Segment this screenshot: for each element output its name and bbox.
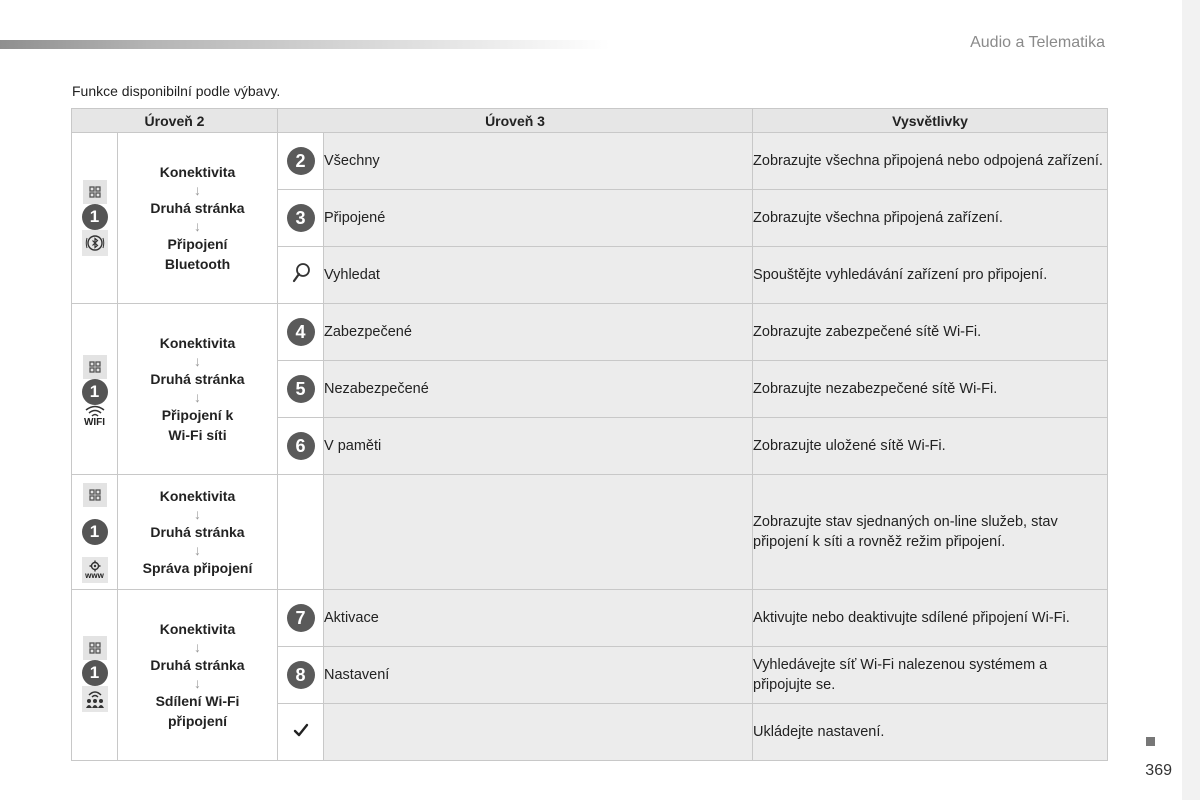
level3-label: Nezabezpečené bbox=[324, 361, 753, 418]
page-edge-strip bbox=[1182, 0, 1200, 800]
table-row bbox=[72, 590, 1108, 647]
col-header-notes: Vysvětlivky bbox=[753, 109, 1108, 133]
menu-number-badge: 8 bbox=[287, 661, 315, 689]
bluetooth-icon bbox=[82, 230, 108, 256]
level3-label bbox=[324, 475, 753, 590]
level3-label: Aktivace bbox=[324, 590, 753, 647]
level3-label: Nastavení bbox=[324, 647, 753, 704]
arrow-down-icon: ↓ bbox=[194, 675, 201, 691]
menu-number-badge: 6 bbox=[287, 432, 315, 460]
www-icon-label: www bbox=[85, 571, 104, 580]
level2-step-1: Konektivita bbox=[159, 335, 236, 351]
description: Zobrazujte zabezpečené sítě Wi-Fi. bbox=[753, 304, 1108, 361]
table-header-row bbox=[72, 109, 1108, 133]
level2-icons-cell bbox=[72, 133, 118, 304]
menu-number-badge: 5 bbox=[287, 375, 315, 403]
menu-number-badge: 2 bbox=[287, 147, 315, 175]
level2-step-3: Připojení Bluetooth bbox=[164, 236, 231, 272]
apps-grid-icon bbox=[83, 483, 107, 507]
step-number-icon: 1 bbox=[82, 660, 108, 686]
apps-grid-icon bbox=[83, 636, 107, 660]
header-decor-bar bbox=[0, 40, 610, 49]
arrow-down-icon: ↓ bbox=[194, 182, 201, 198]
menu-number-badge: 4 bbox=[287, 318, 315, 346]
menu-number-badge: 7 bbox=[287, 604, 315, 632]
description: Zobrazujte nezabezpečené sítě Wi-Fi. bbox=[753, 361, 1108, 418]
level2-step-2: Druhá stránka bbox=[150, 371, 245, 387]
description: Aktivujte nebo deaktivujte sdílené připojení Wi-Fi. bbox=[753, 590, 1108, 647]
search-icon bbox=[289, 273, 313, 289]
arrow-down-icon: ↓ bbox=[194, 389, 201, 405]
page-number: 369 bbox=[1145, 762, 1172, 779]
level2-path-cell bbox=[118, 475, 278, 590]
connection-settings-icon bbox=[82, 557, 108, 583]
level2-path-cell bbox=[118, 590, 278, 761]
arrow-down-icon: ↓ bbox=[194, 353, 201, 369]
arrow-down-icon: ↓ bbox=[194, 506, 201, 522]
description: Zobrazujte všechna připojená zařízení. bbox=[753, 190, 1108, 247]
wifi-icon-label: WIFI bbox=[83, 416, 106, 428]
section-title: Audio a Telematika bbox=[970, 34, 1105, 51]
level3-label: V paměti bbox=[324, 418, 753, 475]
table-row bbox=[72, 304, 1108, 361]
level2-step-1: Konektivita bbox=[159, 164, 236, 180]
level2-path-cell bbox=[118, 133, 278, 304]
level3-label: Zabezpečené bbox=[324, 304, 753, 361]
level2-icons-cell bbox=[72, 590, 118, 761]
level2-icons-cell bbox=[72, 304, 118, 475]
level2-path-cell bbox=[118, 304, 278, 475]
description: Zobrazujte uložené sítě Wi-Fi. bbox=[753, 418, 1108, 475]
level3-label: Připojené bbox=[324, 190, 753, 247]
description: Zobrazujte všechna připojená nebo odpojená zařízení. bbox=[753, 133, 1108, 190]
description: Zobrazujte stav sjednaných on-line služeb, stav připojení k síti a rovněž režim připojení. bbox=[753, 475, 1108, 590]
table-row bbox=[72, 133, 1108, 190]
checkmark-icon bbox=[293, 725, 309, 741]
level2-step-1: Konektivita bbox=[159, 488, 236, 504]
level2-step-3: Sdílení Wi-Fi připojení bbox=[155, 693, 240, 729]
col-header-level2: Úroveň 2 bbox=[72, 109, 278, 133]
menu-number-badge: 3 bbox=[287, 204, 315, 232]
table-row bbox=[72, 475, 1108, 590]
col-header-level3: Úroveň 3 bbox=[278, 109, 753, 133]
apps-grid-icon bbox=[83, 180, 107, 204]
level2-step-1: Konektivita bbox=[159, 621, 236, 637]
level3-label: Všechny bbox=[324, 133, 753, 190]
wifi-sharing-icon bbox=[82, 686, 108, 712]
description: Ukládejte nastavení. bbox=[753, 704, 1108, 761]
level2-step-2: Druhá stránka bbox=[150, 200, 245, 216]
function-table bbox=[71, 108, 1108, 761]
page-marker bbox=[1146, 737, 1155, 746]
level2-step-2: Druhá stránka bbox=[150, 657, 245, 673]
level2-icons-cell bbox=[72, 475, 118, 590]
level3-label: Vyhledat bbox=[324, 247, 753, 304]
level2-step-3: Připojení k Wi-Fi síti bbox=[161, 407, 234, 443]
step-number-icon: 1 bbox=[82, 379, 108, 405]
description: Vyhledávejte síť Wi-Fi nalezenou systémem a připojujte se. bbox=[753, 647, 1108, 704]
arrow-down-icon: ↓ bbox=[194, 218, 201, 234]
step-number-icon: 1 bbox=[82, 519, 108, 545]
level2-step-3: Správa připojení bbox=[142, 560, 253, 576]
apps-grid-icon bbox=[83, 355, 107, 379]
intro-text: Funkce disponibilní podle výbavy. bbox=[72, 83, 281, 99]
description: Spouštějte vyhledávání zařízení pro připojení. bbox=[753, 247, 1108, 304]
arrow-down-icon: ↓ bbox=[194, 542, 201, 558]
step-number-icon: 1 bbox=[82, 204, 108, 230]
empty-badge-cell bbox=[278, 475, 324, 590]
level3-label bbox=[324, 704, 753, 761]
arrow-down-icon: ↓ bbox=[194, 639, 201, 655]
wifi-icon bbox=[84, 405, 106, 428]
level2-step-2: Druhá stránka bbox=[150, 524, 245, 540]
